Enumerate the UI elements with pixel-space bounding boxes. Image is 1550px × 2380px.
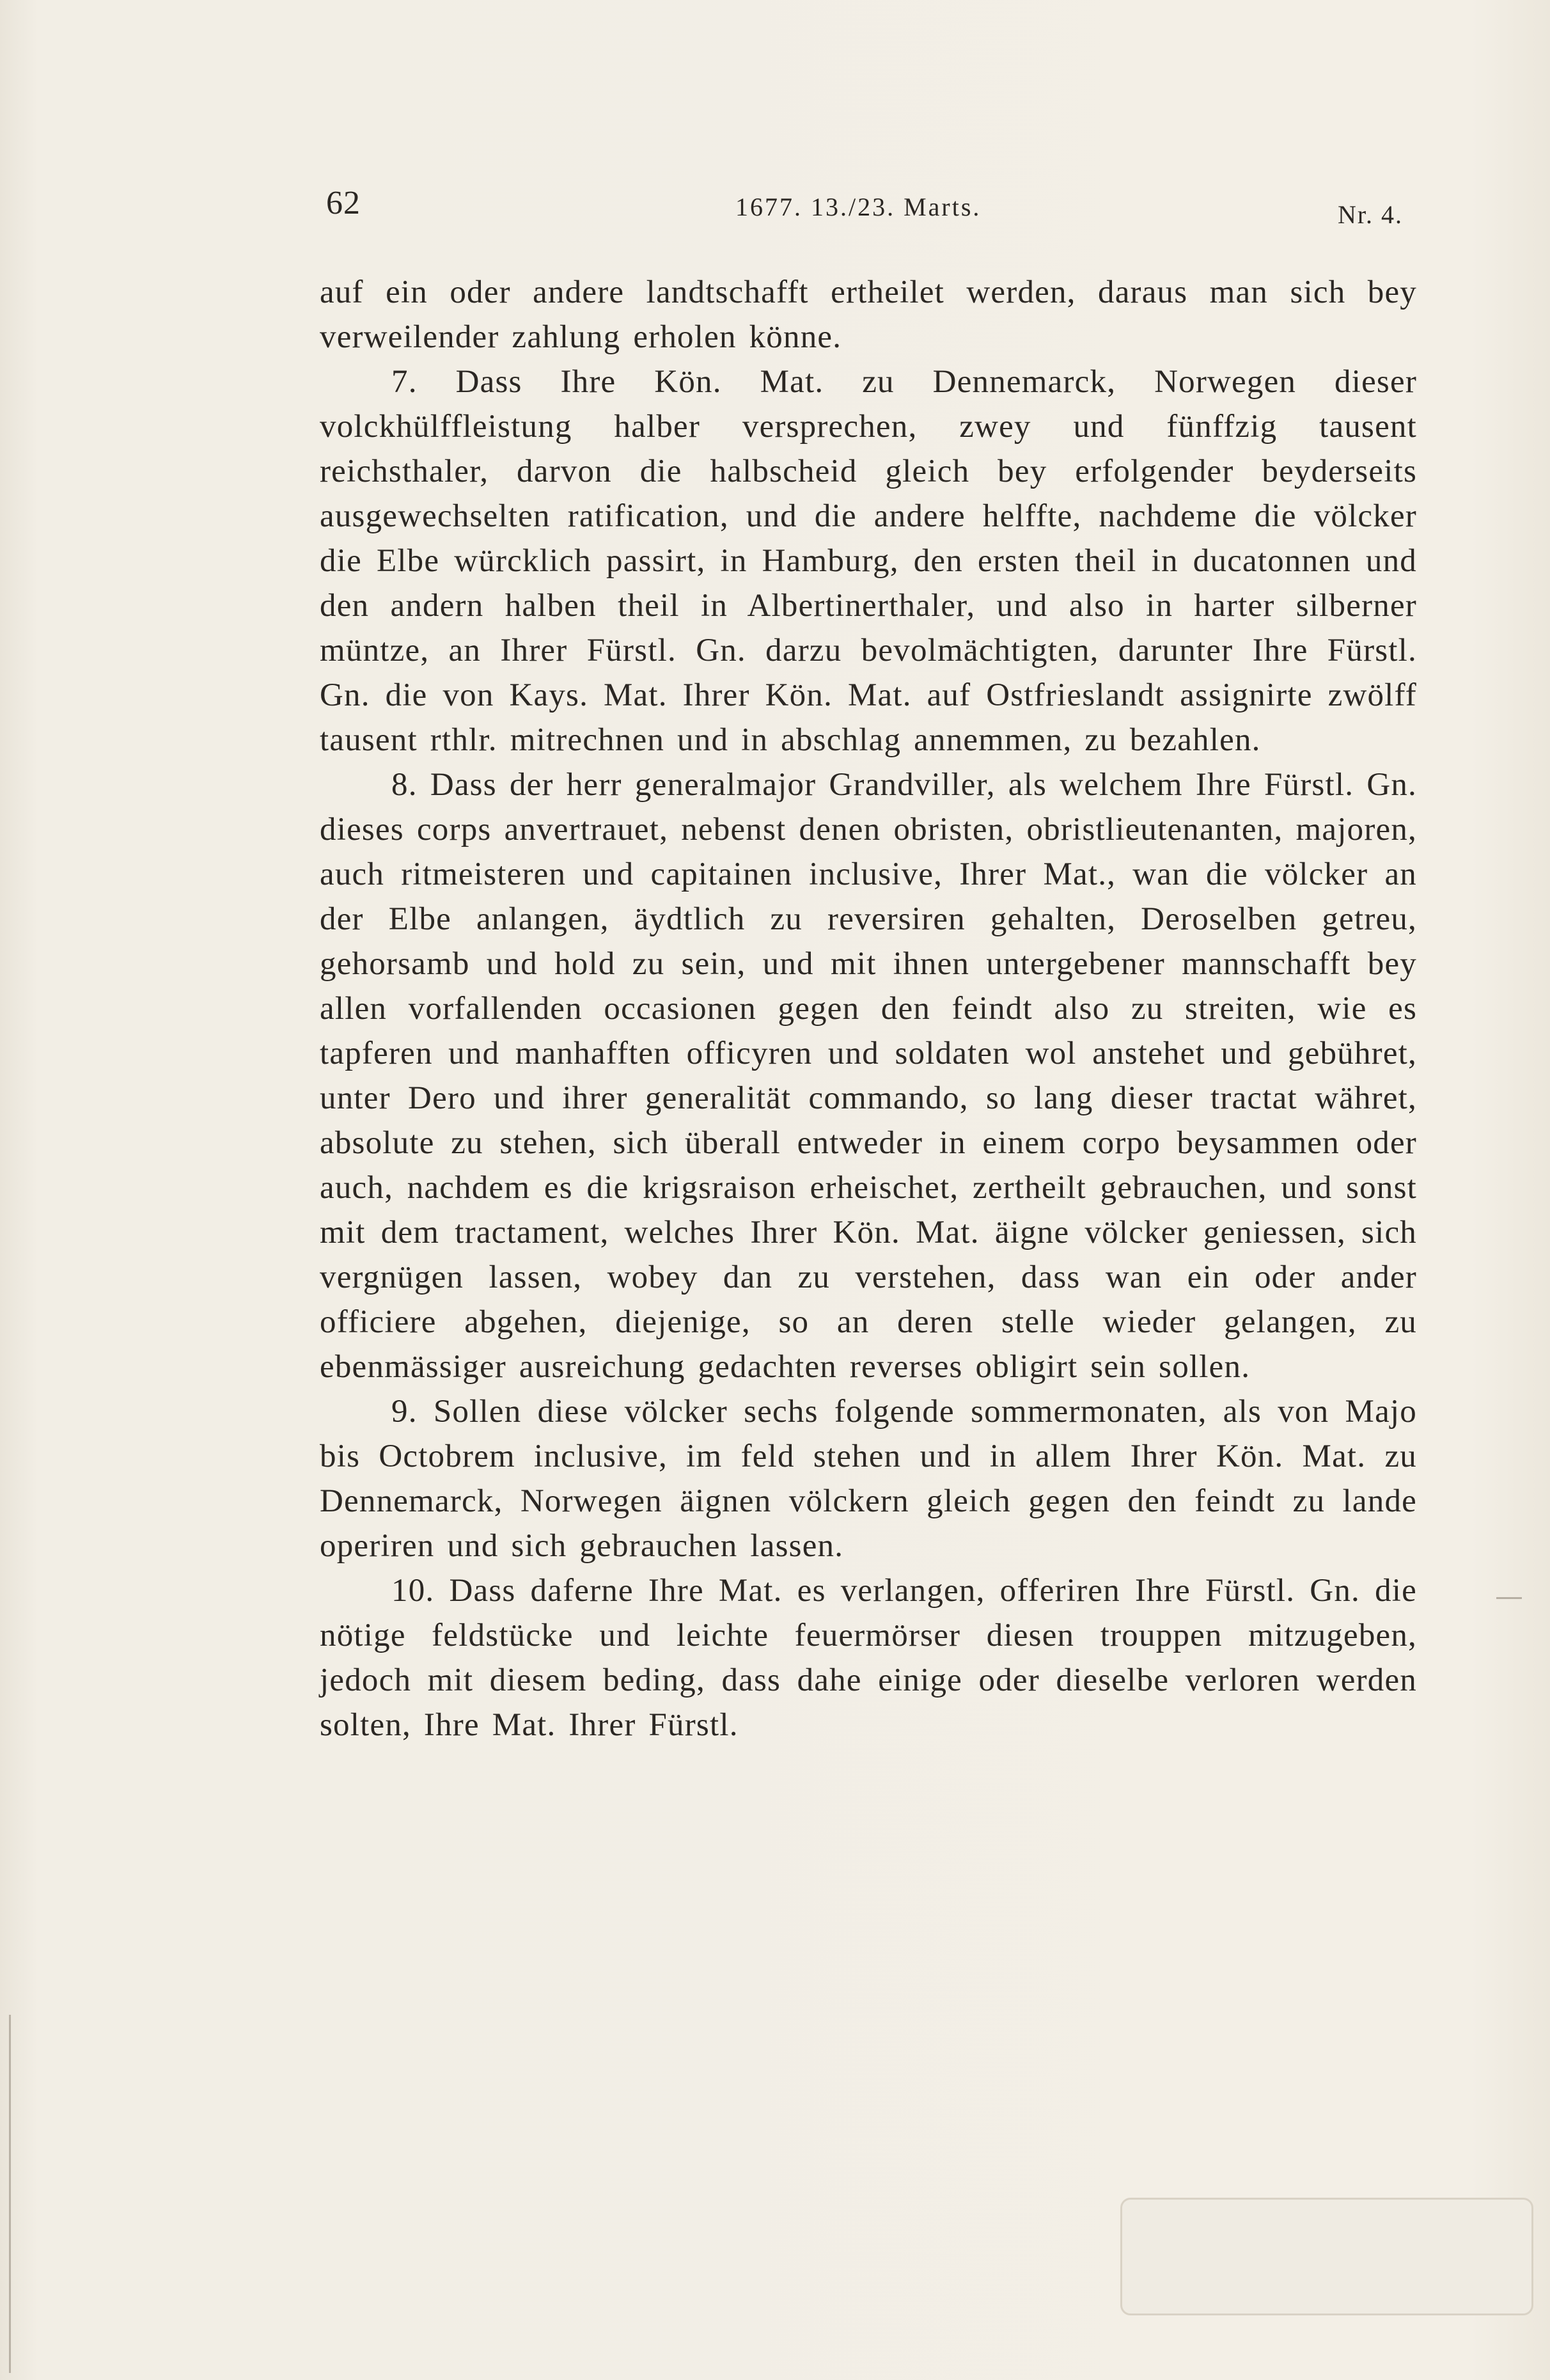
- page-edge-line: [9, 2015, 11, 2373]
- body-text: [320, 270, 1417, 1747]
- paragraph-article-9: 9. Sollen diese völcker sechs folgende sommermonaten, als von Majo bis Octobrem inclusive, im feld stehen und in allem Ihrer Kön. Mat. zu Dennemarck, Norwegen äignen völckern gleich gegen den feindt zu lande operiren und sich gebrauchen lassen.: [320, 1394, 1417, 1564]
- blank-stamp-box: [1120, 2198, 1533, 2315]
- running-title: 1677. 13./23. Marts.: [735, 193, 982, 221]
- document-number: Nr. 4.: [1338, 200, 1403, 229]
- page-header: [0, 184, 1550, 235]
- paragraph-continuation: auf ein oder andere landtschafft ertheilet werden, daraus man sich bey verweilender zahlung erholen könne.: [320, 274, 1417, 355]
- page-number: 62: [326, 185, 361, 221]
- paragraph-article-8: 8. Dass der herr generalmajor Grandviller, als welchem Ihre Fürstl. Gn. dieses corps anvertrauet, nebenst denen obristen, obristlieutenanten, majoren, auch ritmeisteren und capitainen inclusive, Ihrer Mat., wan die völcker an der Elbe anlangen, äydtlich zu reversiren gehalten, Deroselben getreu, gehorsamb und hold zu sein, und mit ihnen untergebener mannschafft bey allen vorfallenden occasionen gegen den feindt also zu streiten, wie es tapferen und manhafften officyren und soldaten wol anstehet und gebühret, unter Dero und ihrer generalität commando, so lang dieser tractat währet, absolute zu stehen, sich überall entweder in einem corpo beysammen oder auch, nachdem es die krigsraison erheischet, zertheilt gebrauchen, und sonst mit dem tractament, welches Ihrer Kön. Mat. äigne völcker geniessen, sich vergnügen lassen, wobey dan zu verstehen, dass wan ein oder ander officiere abgehen, diejenige, so an deren stelle wieder gelangen, zu ebenmässiger ausreichung gedachten reverses obligirt sein sollen.: [320, 767, 1417, 1385]
- paragraph-article-10: 10. Dass daferne Ihre Mat. es verlangen, offeriren Ihre Fürstl. Gn. die nötige feldstücke und leichte feuermörser diesen trouppen mitzugeben, jedoch mit diesem beding, dass dahe einige oder dieselbe verloren werden solten, Ihre Mat. Ihrer Fürstl.: [320, 1573, 1417, 1743]
- paragraph-article-7: 7. Dass Ihre Kön. Mat. zu Dennemarck, Norwegen dieser volckhülffleistung halber versprechen, zwey und fünffzig tausent reichsthaler, darvon die halbscheid gleich bey erfolgender beyderseits ausgewechselten ratification, und die andere helffte, nachdeme die völcker die Elbe würcklich passirt, in Hamburg, den ersten theil in ducatonnen und den andern halben theil in Albertinerthaler, und also in harter silberner müntze, an Ihrer Fürstl. Gn. darzu bevolmächtigten, darunter Ihre Fürstl. Gn. die von Kays. Mat. Ihrer Kön. Mat. auf Ostfrieslandt assignirte zwölff tausent rthlr. mitrechnen und in abschlag annemmen, zu bezahlen.: [320, 364, 1417, 758]
- margin-mark: [1496, 1597, 1522, 1599]
